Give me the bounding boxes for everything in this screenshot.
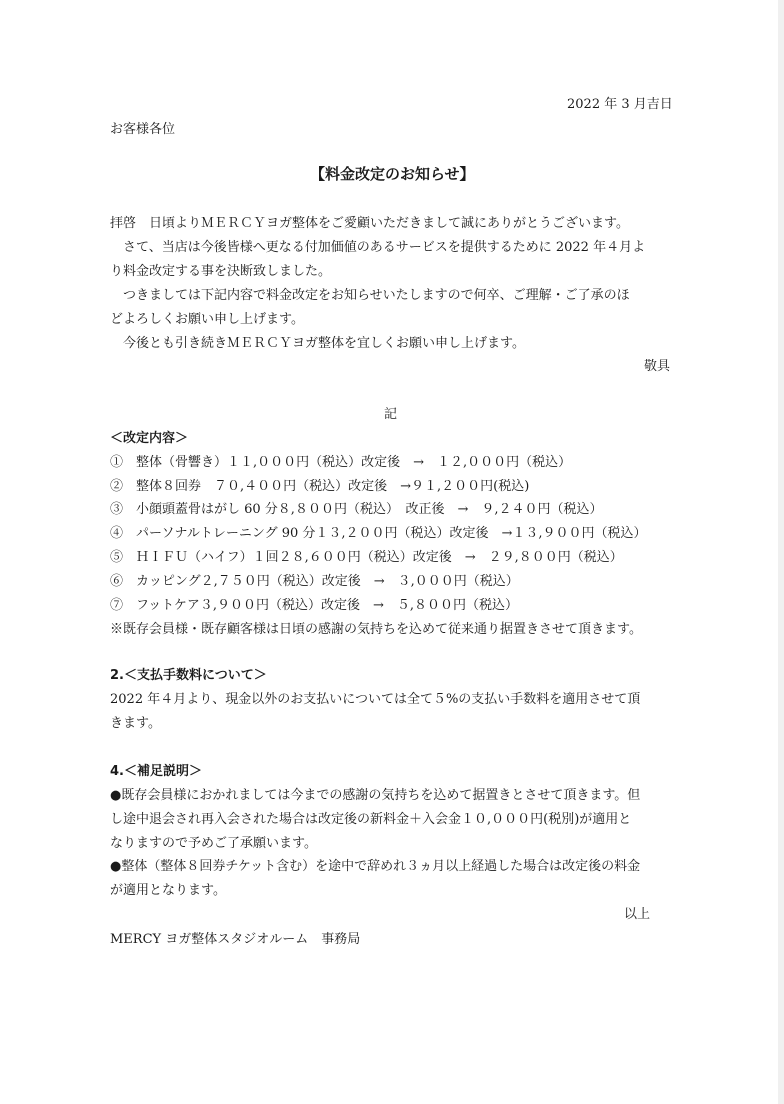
price-item: ⑦ フットケア３,９００円（税込）改定後 → ５,８００円（税込） (110, 598, 518, 613)
section1-heading: ＜改定内容＞ (110, 431, 189, 446)
intro-line: どよろしくお願い申し上げます。 (110, 312, 304, 327)
date: 2022 年 3 月吉日 (567, 97, 673, 112)
price-item: ④ パーソナルトレーニング 90 分１３,２００円（税込）改定後 →１３,９００円（税込） (110, 526, 647, 541)
section4-line: なりますので予めご了承願います。 (110, 836, 317, 851)
section1-note: ※既存会員様・既存顧客様は日頃の感謝の気持ちを込めて従来通り据置きさせて頂きます。 (110, 622, 642, 637)
page-title: 【料金改定のお知らせ】 (310, 165, 475, 183)
price-item: ① 整体（骨響き）１１,０００円（税込）改定後 → １２,０００円（税込） (110, 455, 572, 470)
ki-mark: 記 (384, 407, 398, 422)
section2-heading: 2.＜支払手数料について＞ (110, 668, 267, 683)
intro-line: 拝啓 日頃よりＭＥＲＣＹヨガ整体をご愛顧いただきまして誠にありがとうございます。 (110, 216, 629, 231)
section4-line: ●既存会員様におかれましては今までの感謝の気持ちを込めて据置きとさせて頂きます。但 (110, 788, 641, 803)
signature: MERCY ヨガ整体スタジオルーム 事務局 (110, 932, 361, 947)
page-edge (778, 0, 784, 1104)
price-item: ③ 小顔頭蓋骨はがし 60 分８,８００円（税込） 改正後 → ９,２４０円（税込） (110, 502, 603, 517)
intro-line: 今後とも引き続きＭＥＲＣＹヨガ整体を宜しくお願い申し上げます。 (110, 336, 525, 351)
closing-keigu: 敬具 (644, 359, 671, 374)
section2-line: きます。 (110, 716, 161, 731)
price-item: ⑤ ＨＩＦＵ（ハイフ）１回２８,６００円（税込）改定後 → ２９,８００円（税込） (110, 550, 623, 565)
intro-line: さて、当店は今後皆様へ更なる付加価値のあるサービスを提供するために 2022 年４月よ (110, 240, 646, 255)
intro-line: つきましては下記内容で料金改定をお知らせいたしますので何卒、ご理解・ご了承のほ (110, 288, 630, 303)
price-item: ⑥ カッピング２,７５０円（税込）改定後 → ３,０００円（税込） (110, 574, 519, 589)
section4-line: が適用となります。 (110, 883, 226, 898)
section4-line: し途中退会され再入会された場合は改定後の新料金＋入会金１０,０００円(税別)が適用と (110, 812, 632, 827)
intro-line: り料金改定する事を決断致しました。 (110, 264, 332, 279)
price-item: ② 整体８回券 ７０,４００円（税込）改定後 →９１,２００円(税込) (110, 479, 530, 494)
section4-line: ●整体（整体８回券チケット含む）を途中で辞めれ３ヵ月以上経過した場合は改定後の料金 (110, 859, 641, 874)
addressee: お客様各位 (110, 122, 176, 137)
closing-ijo: 以上 (624, 907, 651, 922)
section2-line: 2022 年４月より、現金以外のお支払いについては全て５%の支払い手数料を適用させて頂 (110, 692, 641, 707)
section4-heading: 4.＜補足説明＞ (110, 764, 202, 779)
